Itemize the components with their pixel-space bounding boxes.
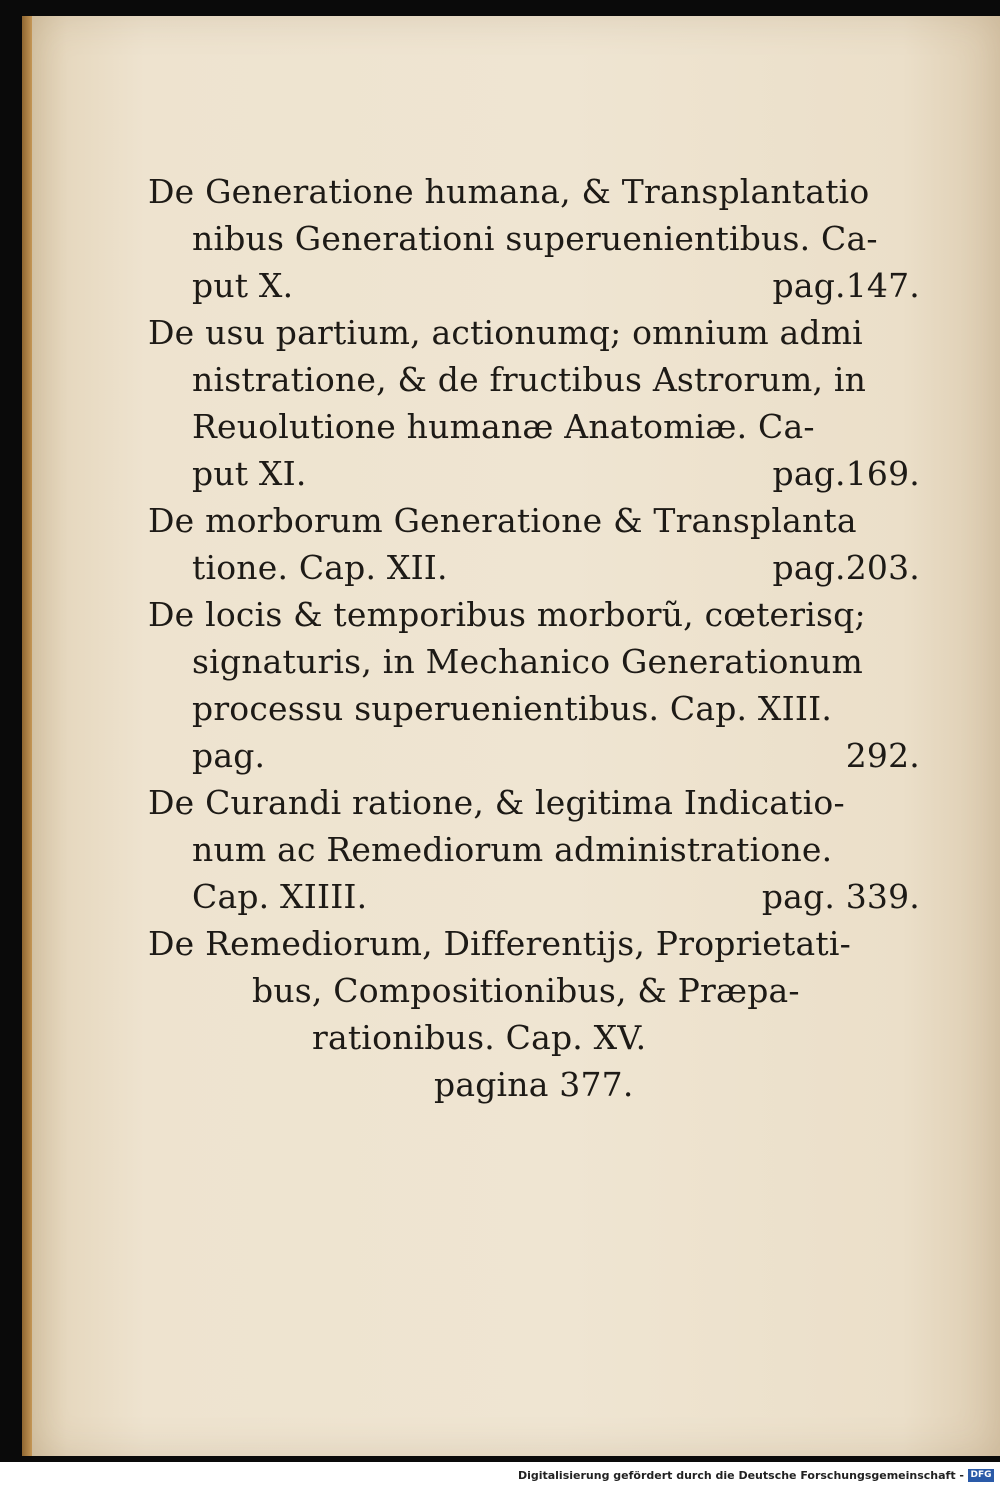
toc-entry-3-line-1: De morborum Generatione & Transplanta [148,501,857,540]
toc-entry-6-line-2: bus, Compositionibus, & Præpa- [252,971,800,1010]
page-binding-edge [22,16,32,1456]
digitization-footer [0,1462,1000,1490]
toc-entry-2-line-3: Reuolutione humanæ Anatomiæ. Ca- [192,407,815,446]
toc-entry-5-ref [120,873,920,920]
toc-entry-4-ref [120,732,920,779]
chapter-label: put XI. [192,454,307,493]
toc-entry-2-line-2: nistratione, & de fructibus Astrorum, in [192,360,867,399]
page-number: pag. 339. [761,877,920,916]
footer-credit: Digitalisierung gefördert durch die Deutsche Forschungsgemeinschaft - [517,1469,964,1482]
toc-entry-1-ref [120,262,920,309]
toc-entry-4-line-2: signaturis, in Mechanico Generationum [192,642,863,681]
toc-entry-4-line-3: processu superuenientibus. Cap. XIII. [192,689,833,728]
toc-entry-5-line-1: De Curandi ratione, & legitima Indicatio- [148,783,845,822]
toc-entry-1-line-1: De Generatione humana, & Transplantatio [148,172,870,211]
toc-entry-5-line-2: num ac Remediorum administratione. [192,830,833,869]
toc-entry-6-line-3: rationibus. Cap. XV. [312,1018,647,1057]
toc-entry-6-line-1: De Remediorum, Differentijs, Proprietati- [148,924,851,963]
toc-entry-6-page [120,1061,920,1108]
table-of-contents [120,168,920,1108]
page-number: pagina 377. [434,1065,634,1104]
page-number: pag.203. [772,548,920,587]
chapter-label: Cap. XIIII. [192,877,368,916]
page-number: pag.169. [772,454,920,493]
toc-entry-2-line-1: De usu partium, actionumq; omnium admi [148,313,863,352]
toc-entry-1-line-2: nibus Generationi superuenientibus. Ca- [192,219,878,258]
toc-entry-2-ref [120,450,920,497]
dfg-logo: DFG [968,1469,994,1482]
toc-entry-4-line-1: De locis & temporibus morborũ, cœterisq; [148,595,866,634]
chapter-label: put X. [192,266,294,305]
page-number: pag.147. [772,266,920,305]
toc-entry-3-ref [120,544,920,591]
chapter-label: tione. Cap. XII. [192,548,448,587]
page-number: 292. [845,736,920,775]
chapter-label: pag. [192,736,266,775]
